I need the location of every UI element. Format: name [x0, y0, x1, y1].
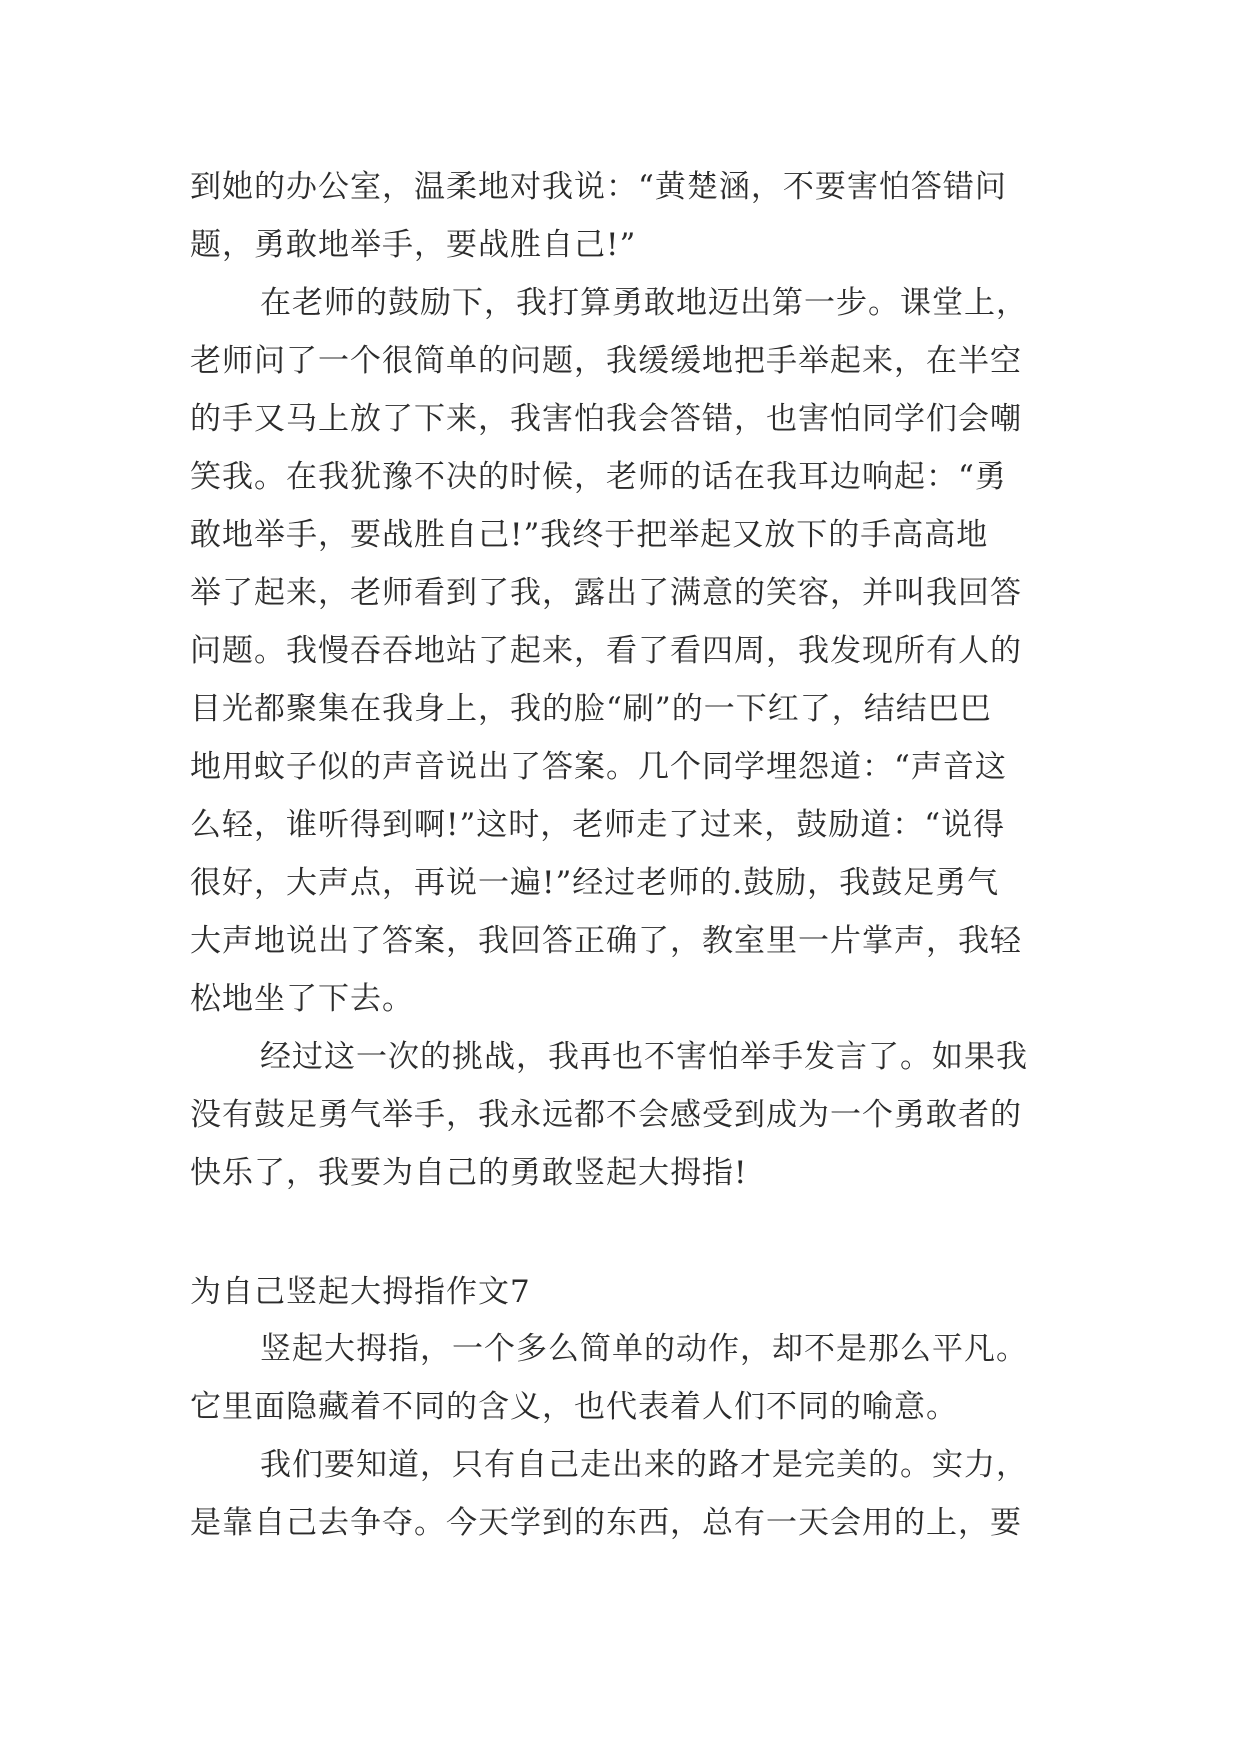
text-line: 老师问了一个很简单的问题，我缓缓地把手举起来，在半空	[190, 343, 1022, 379]
paragraph-first-line: 竖起大拇指，一个多么简单的动作，却不是那么平凡。	[260, 1331, 1028, 1367]
text-line: 题，勇敢地举手，要战胜自己!”	[190, 227, 637, 263]
text-line: 到她的办公室，温柔地对我说：“黄楚涵，不要害怕答错问	[190, 169, 1007, 205]
text-line: 松地坐了下去。	[190, 981, 414, 1017]
section-heading: 为自己竖起大拇指作文7	[190, 1274, 531, 1310]
text-line: 笑我。在我犹豫不决的时候，老师的话在我耳边响起：“勇	[190, 459, 1007, 495]
text-line: 很好，大声点，再说一遍!”经过老师的.鼓励，我鼓足勇气	[190, 865, 1000, 901]
text-line: 问题。我慢吞吞地站了起来，看了看四周，我发现所有人的	[190, 633, 1022, 669]
text-line: 的手又马上放了下来，我害怕我会答错，也害怕同学们会嘲	[190, 401, 1022, 437]
text-line: 敢地举手，要战胜自己!”我终于把举起又放下的手高高地	[190, 517, 989, 553]
text-line: 举了起来，老师看到了我，露出了满意的笑容，并叫我回答	[190, 575, 1022, 611]
text-line: 是靠自己去争夺。今天学到的东西，总有一天会用的上，要	[190, 1505, 1022, 1541]
text-line: 么轻，谁听得到啊!”这时，老师走了过来，鼓励道：“说得	[190, 807, 1006, 843]
text-line: 快乐了，我要为自己的勇敢竖起大拇指!	[190, 1155, 748, 1191]
text-line: 大声地说出了答案，我回答正确了，教室里一片掌声，我轻	[190, 923, 1022, 959]
text-line: 目光都聚集在我身上，我的脸“刷”的一下红了，结结巴巴	[190, 691, 992, 727]
text-line: 它里面隐藏着不同的含义，也代表着人们不同的喻意。	[190, 1389, 958, 1425]
text-line: 没有鼓足勇气举手，我永远都不会感受到成为一个勇敢者的	[190, 1097, 1022, 1133]
text-line: 地用蚊子似的声音说出了答案。几个同学埋怨道：“声音这	[190, 749, 1007, 785]
paragraph-first-line: 经过这一次的挑战，我再也不害怕举手发言了。如果我	[260, 1039, 1028, 1075]
paragraph-first-line: 在老师的鼓励下，我打算勇敢地迈出第一步。课堂上，	[260, 285, 1028, 321]
paragraph-first-line: 我们要知道，只有自己走出来的路才是完美的。实力，	[260, 1447, 1028, 1483]
